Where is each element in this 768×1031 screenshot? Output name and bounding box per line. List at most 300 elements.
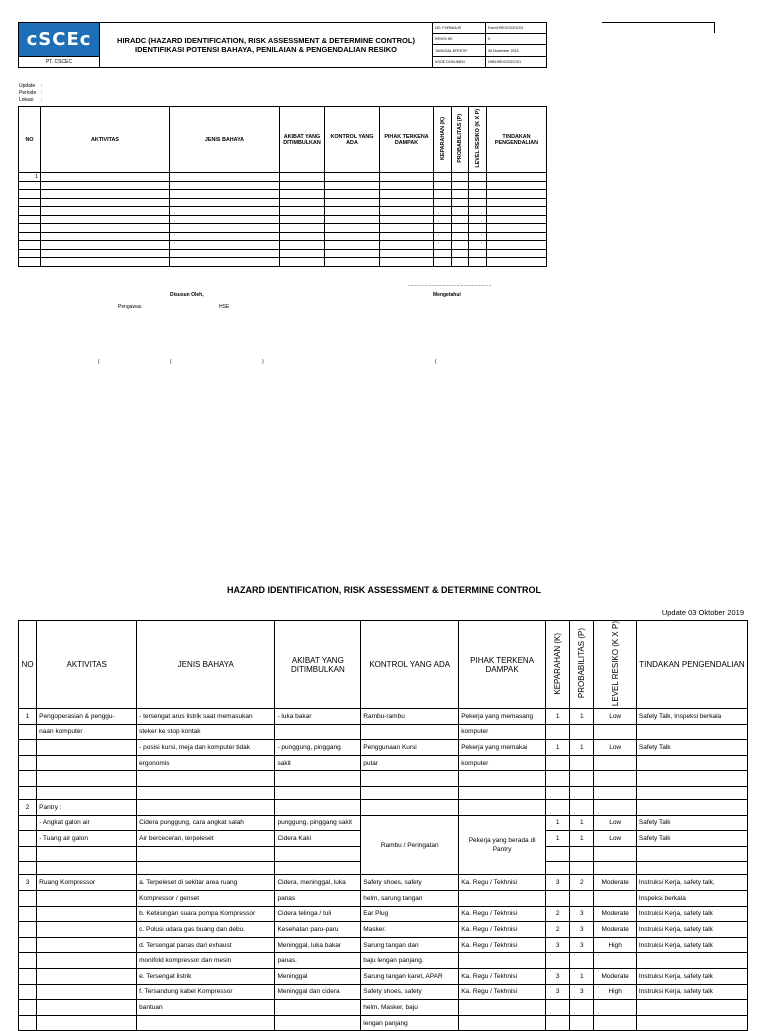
cell-akibat — [280, 190, 325, 199]
cell-pihak: Pekerja yang memakai — [459, 740, 546, 756]
col-probabilitas-label: PROBABILITAS (P) — [457, 114, 463, 163]
cell-keparahan — [546, 953, 570, 969]
cell-akibat — [280, 173, 325, 182]
cell-kontrol — [325, 224, 380, 233]
cell-tindakan — [487, 224, 547, 233]
cell-aktivitas — [41, 207, 170, 216]
cell-jenis-bahaya: e. Tersengat listrik — [137, 968, 275, 984]
cell-level — [594, 891, 636, 907]
cell-pihak: Ka. Regu / Tekhnisi — [459, 922, 546, 938]
cell-no — [19, 891, 37, 907]
hiradc-form-table — [18, 106, 547, 267]
table-row — [19, 815, 748, 831]
cell-tindakan — [487, 232, 547, 241]
table-row — [19, 787, 748, 800]
cell-probabilitas — [452, 232, 469, 241]
cell-jenis-bahaya: c. Polusi udara gas buang dan debu. — [137, 922, 275, 938]
cell-kontrol: Sarung tangan karet, APAR — [361, 968, 459, 984]
cell-probabilitas — [570, 787, 594, 800]
col-kontrol: KONTROL YANG ADA — [361, 621, 459, 709]
cell-level: Moderate — [594, 968, 636, 984]
table-row — [19, 198, 547, 207]
cell-akibat: - luka bakar — [275, 709, 361, 725]
cell-level: Low — [594, 709, 636, 725]
cell-probabilitas — [452, 190, 469, 199]
cell-akibat — [275, 1000, 361, 1016]
cell-level — [469, 258, 487, 267]
cell-aktivitas: naan komputer — [37, 724, 137, 740]
cell-jenis-bahaya — [137, 800, 275, 816]
cell-tindakan — [487, 207, 547, 216]
cell-aktivitas — [37, 740, 137, 756]
form-header-table — [18, 22, 547, 68]
cell-pihak: Ka. Regu / Tekhnisi — [459, 937, 546, 953]
cell-keparahan: 1 — [546, 831, 570, 847]
cell-aktivitas — [41, 241, 170, 250]
cell-tindakan: Safety Talk — [636, 815, 747, 831]
cell-keparahan — [546, 800, 570, 816]
cell-aktivitas — [37, 846, 137, 862]
cell-no: 2 — [19, 800, 37, 816]
table-row — [19, 215, 547, 224]
cell-akibat: panas — [275, 891, 361, 907]
cell-pihak — [380, 215, 434, 224]
table-row — [19, 207, 547, 216]
table-row — [19, 224, 547, 233]
cell-level: Low — [594, 815, 636, 831]
cell-aktivitas — [37, 771, 137, 787]
cell-jenis-bahaya: Kompressor / genset — [137, 891, 275, 907]
cell-probabilitas — [570, 1015, 594, 1031]
cell-jenis-bahaya — [170, 207, 280, 216]
cell-kontrol — [325, 215, 380, 224]
cell-aktivitas — [37, 984, 137, 1000]
cell-kontrol: lengan panjang — [361, 1015, 459, 1031]
cell-level — [594, 800, 636, 816]
cell-keparahan — [434, 258, 452, 267]
cell-level — [594, 771, 636, 787]
cell-probabilitas: 3 — [570, 922, 594, 938]
cell-keparahan — [546, 891, 570, 907]
table-row — [19, 709, 748, 725]
cell-level: High — [594, 984, 636, 1000]
col-level — [594, 621, 636, 709]
cell-aktivitas — [41, 258, 170, 267]
cell-no — [19, 787, 37, 800]
cell-aktivitas: Pengoperasian & penggu- — [37, 709, 137, 725]
cell-keparahan — [434, 207, 452, 216]
cell-tindakan — [487, 241, 547, 250]
table-row — [19, 190, 547, 199]
cell-keparahan — [434, 215, 452, 224]
cell-pihak-merged: Pekerja yang berada di Pantry — [459, 815, 546, 875]
cell-level — [594, 846, 636, 862]
cell-akibat — [280, 224, 325, 233]
cell-kontrol — [361, 787, 459, 800]
col-no: NO — [19, 107, 41, 173]
cell-no — [19, 249, 41, 258]
cell-probabilitas: 1 — [570, 968, 594, 984]
cell-tindakan: Safety Talk — [636, 831, 747, 847]
cell-no — [19, 232, 41, 241]
sign-paren-open: ( — [170, 359, 172, 365]
cell-tindakan: Instruksi Kerja, safety talk — [636, 968, 747, 984]
cell-kontrol — [325, 241, 380, 250]
cell-akibat: sakit — [275, 755, 361, 771]
cell-keparahan — [434, 224, 452, 233]
cell-jenis-bahaya — [137, 862, 275, 875]
cell-aktivitas — [37, 953, 137, 969]
cell-jenis-bahaya: f. Tersandung kabel Kompressor — [137, 984, 275, 1000]
cell-probabilitas — [570, 724, 594, 740]
cell-aktivitas: - Tuang air galon — [37, 831, 137, 847]
cell-akibat — [280, 181, 325, 190]
cell-akibat — [280, 258, 325, 267]
cell-akibat: Meninggal — [275, 968, 361, 984]
cell-pihak — [459, 953, 546, 969]
cell-tindakan: Instruksi Kerja, safety talk — [636, 937, 747, 953]
cell-probabilitas — [570, 846, 594, 862]
cell-no — [19, 241, 41, 250]
cell-level — [469, 224, 487, 233]
cell-jenis-bahaya: monifold kompressor dan mesin — [137, 953, 275, 969]
cell-keparahan — [546, 724, 570, 740]
cell-no — [19, 815, 37, 831]
cell-level — [594, 787, 636, 800]
cell-jenis-bahaya: - posisi kursi, meja dan komputer tidak — [137, 740, 275, 756]
cell-no — [19, 831, 37, 847]
cell-probabilitas — [570, 891, 594, 907]
cell-kontrol: Safety shoes, safety — [361, 984, 459, 1000]
cell-pihak — [380, 198, 434, 207]
cell-pihak — [380, 232, 434, 241]
cell-aktivitas: Pantry : — [37, 800, 137, 816]
cell-kontrol: Ear Plug — [361, 906, 459, 922]
cell-jenis-bahaya: a. Terpeleset di sekitar area ruang — [137, 875, 275, 891]
cell-kontrol — [325, 249, 380, 258]
cell-no — [19, 922, 37, 938]
cell-aktivitas — [41, 181, 170, 190]
cell-kontrol-merged: Rambu / Peringatan — [361, 815, 459, 875]
cell-akibat: - punggung, pinggang — [275, 740, 361, 756]
col-level-label: LEVEL RESIKO (K X P) — [610, 621, 620, 707]
cell-kontrol — [325, 207, 380, 216]
cell-akibat: Cidera Kaki — [275, 831, 361, 847]
table-row — [19, 875, 748, 891]
field-label: NO. FORMULIR — [433, 23, 486, 34]
cell-probabilitas — [452, 215, 469, 224]
col-keparahan-label: KEPARAHAN (K) — [439, 116, 446, 161]
cell-tindakan: Inspeksi berkala — [636, 891, 747, 907]
table-row — [19, 1015, 748, 1031]
cell-akibat: Kesehatan paru-paru — [275, 922, 361, 938]
cell-jenis-bahaya — [170, 181, 280, 190]
cell-level — [469, 198, 487, 207]
page-title: HAZARD IDENTIFICATION, RISK ASSESSMENT & DETERMINE CONTROL — [226, 585, 541, 595]
cell-pihak — [459, 891, 546, 907]
cell-probabilitas — [452, 173, 469, 182]
cell-level: Low — [594, 831, 636, 847]
cell-kontrol — [325, 190, 380, 199]
cell-no — [19, 181, 41, 190]
cell-tindakan — [636, 862, 747, 875]
cell-no — [19, 953, 37, 969]
hazard-table — [18, 620, 748, 1031]
field-value: Form/HSE/CSCEC/01 — [486, 23, 547, 34]
cell-pihak: Ka. Regu / Tekhnisi — [459, 984, 546, 1000]
cell-probabilitas — [452, 224, 469, 233]
field-value: 0 — [486, 34, 547, 45]
cell-tindakan: Safety Talk, Inspeksi berkala — [636, 709, 747, 725]
cell-jenis-bahaya — [170, 215, 280, 224]
table-row — [19, 249, 547, 258]
cell-pihak — [380, 224, 434, 233]
cell-pihak — [459, 771, 546, 787]
cell-tindakan — [636, 846, 747, 862]
disusun-label: Disusun Oleh, — [170, 292, 204, 298]
col-jenis-bahaya: JENIS BAHAYA — [137, 621, 275, 709]
cell-level — [469, 249, 487, 258]
cell-jenis-bahaya — [137, 1015, 275, 1031]
field-value: 05 November 2015 — [486, 45, 547, 57]
table-row — [19, 258, 547, 267]
cell-kontrol: Sarung tangan dan — [361, 937, 459, 953]
cell-level — [469, 241, 487, 250]
cell-probabilitas — [452, 198, 469, 207]
mengetahui-label: Mengetahui — [433, 292, 461, 298]
cell-akibat: panas. — [275, 953, 361, 969]
cell-no: 1 — [19, 173, 41, 182]
cell-jenis-bahaya — [170, 258, 280, 267]
cell-tindakan — [487, 258, 547, 267]
cell-no — [19, 207, 41, 216]
cell-aktivitas — [41, 224, 170, 233]
cell-no — [19, 906, 37, 922]
cell-no — [19, 724, 37, 740]
cell-probabilitas — [452, 181, 469, 190]
cell-akibat — [280, 198, 325, 207]
cell-keparahan: 1 — [546, 709, 570, 725]
cell-pihak: komputer — [459, 724, 546, 740]
cell-tindakan — [636, 1015, 747, 1031]
cell-no — [19, 862, 37, 875]
cell-keparahan — [434, 190, 452, 199]
cell-probabilitas: 3 — [570, 984, 594, 1000]
cell-kontrol — [325, 181, 380, 190]
cell-pihak: Ka. Regu / Tekhnisi — [459, 875, 546, 891]
cell-keparahan — [434, 198, 452, 207]
cell-kontrol: baju lengan panjang. — [361, 953, 459, 969]
cell-kontrol: Safety shoes, safety — [361, 875, 459, 891]
cell-pihak — [380, 173, 434, 182]
cell-keparahan — [546, 787, 570, 800]
table-row — [19, 984, 748, 1000]
pengawas-label: Pengawas — [118, 304, 142, 310]
cell-level: Moderate — [594, 875, 636, 891]
cell-probabilitas: 3 — [570, 937, 594, 953]
cell-aktivitas — [37, 1000, 137, 1016]
cell-akibat — [275, 800, 361, 816]
cell-probabilitas — [452, 258, 469, 267]
table-row — [19, 953, 748, 969]
cell-jenis-bahaya: ergonomis — [137, 755, 275, 771]
table-row — [19, 241, 547, 250]
meta-update-label: Update — [19, 83, 36, 89]
cell-keparahan: 2 — [546, 906, 570, 922]
cell-akibat — [275, 846, 361, 862]
cell-jenis-bahaya: - tersengat arus listrik saat memasukan — [137, 709, 275, 725]
cell-aktivitas — [41, 249, 170, 258]
cell-akibat — [275, 787, 361, 800]
cell-tindakan — [487, 181, 547, 190]
table-row — [19, 771, 748, 787]
cell-probabilitas: 3 — [570, 906, 594, 922]
cell-kontrol — [361, 724, 459, 740]
col-jenis-bahaya: JENIS BAHAYA — [170, 107, 280, 173]
meta-colon: : — [41, 90, 43, 96]
cell-aktivitas — [41, 198, 170, 207]
cell-probabilitas — [570, 755, 594, 771]
cell-pihak — [380, 249, 434, 258]
col-kontrol: KONTROL YANG ADA — [325, 107, 380, 173]
col-tindakan: TINDAKAN PENGENDALIAN — [636, 621, 747, 709]
table-row — [19, 173, 547, 182]
meta-colon: : — [41, 97, 43, 103]
cell-probabilitas: 1 — [570, 709, 594, 725]
cell-jenis-bahaya: b. Kebisingan suara pompa Kompressor — [137, 906, 275, 922]
col-keparahan — [434, 107, 452, 173]
cell-akibat — [280, 249, 325, 258]
form-title-line1: HIRADC (HAZARD IDENTIFICATION, RISK ASSESSMENT & DETERMINE CONTROL) — [117, 36, 415, 45]
cell-aktivitas: Ruang Kompressor — [37, 875, 137, 891]
table-row — [19, 922, 748, 938]
cell-level: Low — [594, 740, 636, 756]
cell-keparahan — [434, 241, 452, 250]
cell-aktivitas — [41, 215, 170, 224]
cell-tindakan: Instruksi Kerja, safety talk — [636, 922, 747, 938]
cell-tindakan — [636, 771, 747, 787]
table-row — [19, 937, 748, 953]
cell-no — [19, 968, 37, 984]
col-keparahan — [546, 621, 570, 709]
logo-text: cSCEc — [26, 29, 92, 50]
cell-pihak — [380, 258, 434, 267]
table-row — [19, 755, 748, 771]
cell-aktivitas — [37, 862, 137, 875]
meta-colon: : — [41, 83, 43, 89]
cell-level — [469, 207, 487, 216]
cell-probabilitas — [570, 800, 594, 816]
cell-aktivitas — [37, 755, 137, 771]
cell-keparahan — [546, 771, 570, 787]
cell-pihak — [380, 241, 434, 250]
hse-label: HSE — [219, 304, 230, 310]
cell-pihak — [380, 207, 434, 216]
cell-pihak — [459, 800, 546, 816]
cell-level: High — [594, 937, 636, 953]
cell-tindakan — [636, 953, 747, 969]
cell-level — [594, 953, 636, 969]
cell-no — [19, 937, 37, 953]
cell-tindakan: Instruksi Kerja, safety talk — [636, 906, 747, 922]
col-akibat: AKIBAT YANG DITIMBULKAN — [275, 621, 361, 709]
cell-tindakan: Safety Talk — [636, 740, 747, 756]
cell-jenis-bahaya — [170, 232, 280, 241]
cell-keparahan — [434, 173, 452, 182]
cell-keparahan: 3 — [546, 937, 570, 953]
cell-pihak: Ka. Regu / Tekhnisi — [459, 906, 546, 922]
cell-aktivitas — [41, 232, 170, 241]
sign-paren-close: ) — [262, 359, 264, 365]
table-row — [19, 181, 547, 190]
cell-jenis-bahaya — [170, 249, 280, 258]
cell-jenis-bahaya — [170, 198, 280, 207]
col-probabilitas-label: PROBABILITAS (P) — [577, 628, 587, 699]
col-tindakan: TINDAKAN PENGENDALIAN — [487, 107, 547, 173]
cell-akibat: Cidera, meninggal, luka — [275, 875, 361, 891]
cell-tindakan — [636, 724, 747, 740]
cell-kontrol: Penggunaan Kursi — [361, 740, 459, 756]
cell-level — [469, 232, 487, 241]
cell-tindakan — [487, 249, 547, 258]
cell-level — [469, 215, 487, 224]
cell-keparahan: 3 — [546, 984, 570, 1000]
cell-aktivitas — [37, 1015, 137, 1031]
cell-tindakan — [487, 198, 547, 207]
sign-paren-open: ( — [435, 359, 437, 365]
cell-jenis-bahaya — [137, 787, 275, 800]
col-probabilitas — [570, 621, 594, 709]
cell-level — [594, 755, 636, 771]
cell-akibat: Meninggal, luka bakar — [275, 937, 361, 953]
cell-keparahan: 1 — [546, 815, 570, 831]
cell-level: Moderate — [594, 922, 636, 938]
cell-aktivitas — [41, 173, 170, 182]
cell-no — [19, 771, 37, 787]
cell-keparahan — [546, 1000, 570, 1016]
form-title — [100, 23, 433, 68]
cell-akibat — [280, 207, 325, 216]
cell-no — [19, 258, 41, 267]
table-row — [19, 968, 748, 984]
cell-probabilitas: 1 — [570, 831, 594, 847]
cell-probabilitas: 1 — [570, 815, 594, 831]
cell-probabilitas — [570, 953, 594, 969]
col-no: NO — [19, 621, 37, 709]
cell-keparahan — [546, 862, 570, 875]
col-level — [469, 107, 487, 173]
cell-probabilitas — [570, 862, 594, 875]
cell-jenis-bahaya: Air berceceran, terpeleset — [137, 831, 275, 847]
cell-tindakan — [636, 1000, 747, 1016]
cell-akibat: Meninggal dan cidera — [275, 984, 361, 1000]
cell-akibat — [275, 771, 361, 787]
cell-keparahan — [546, 1015, 570, 1031]
cell-akibat — [280, 215, 325, 224]
meta-lokasi — [19, 97, 43, 103]
cell-akibat — [275, 724, 361, 740]
cell-akibat — [275, 1015, 361, 1031]
cell-aktivitas — [41, 190, 170, 199]
cell-pihak: Pekerja yang memasang — [459, 709, 546, 725]
cell-pihak — [459, 1015, 546, 1031]
field-label: TANGGAL EFEKTIF — [433, 45, 486, 57]
cell-kontrol: helm, sarung tangan — [361, 891, 459, 907]
field-value: HIR/HSE/CSCEC/01 — [486, 57, 547, 68]
cell-no: 3 — [19, 875, 37, 891]
meta-periode — [19, 90, 43, 96]
cell-jenis-bahaya — [170, 173, 280, 182]
